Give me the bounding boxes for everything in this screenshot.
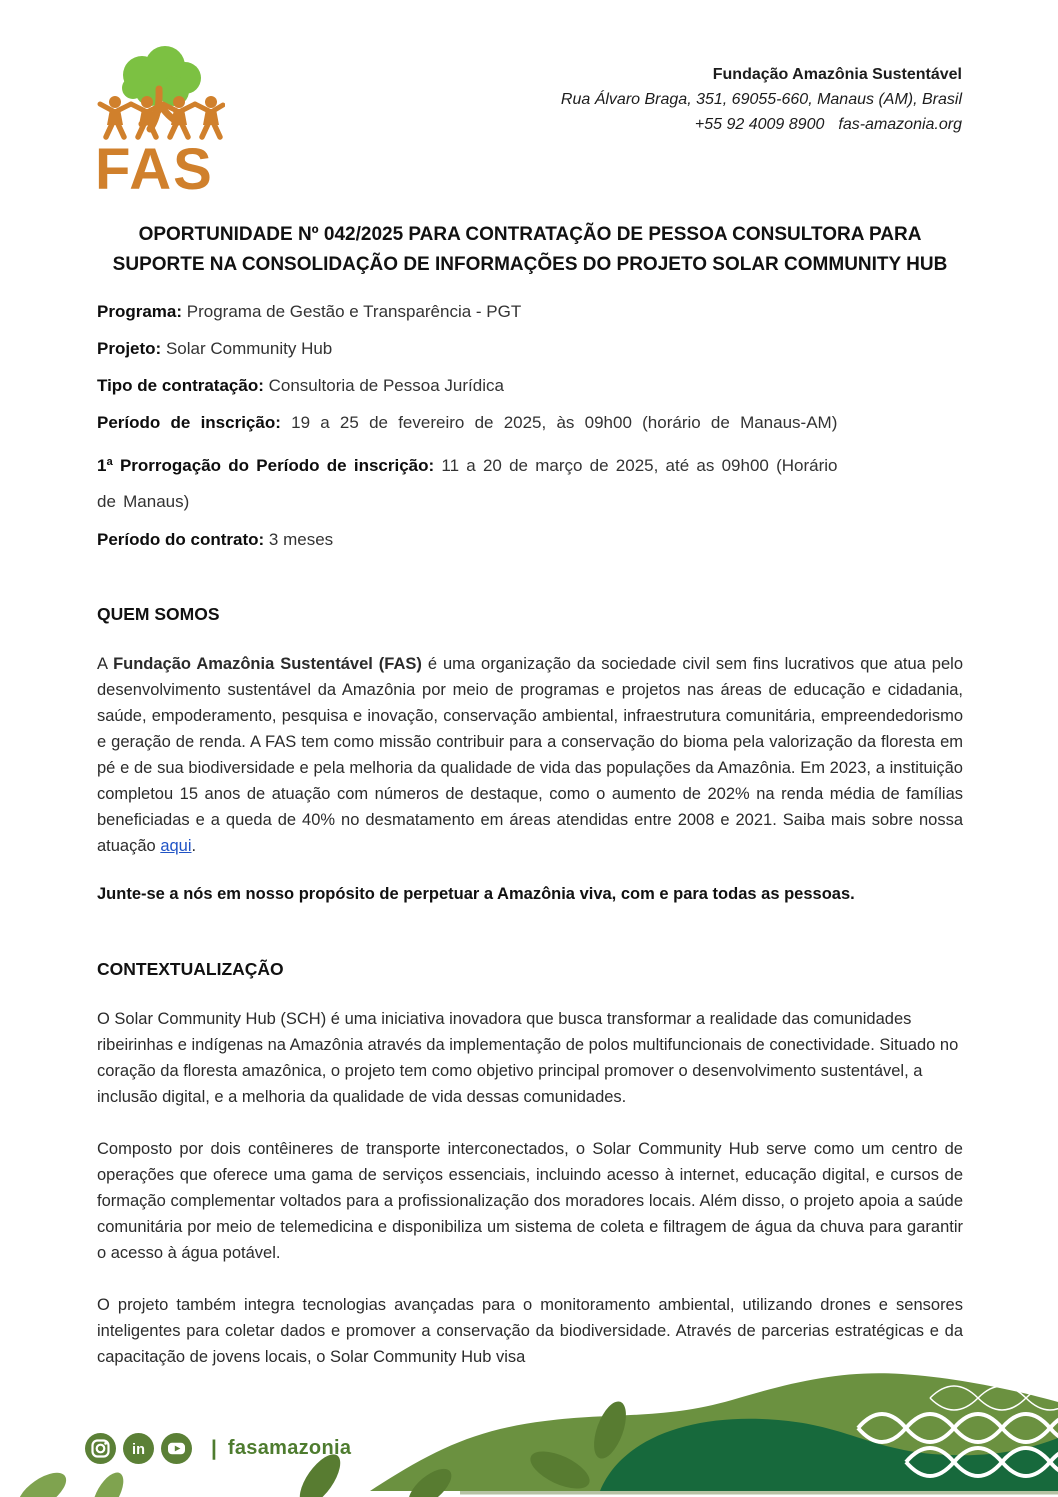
- field-periodo-inscricao: [97, 411, 963, 435]
- section-heading-quem-somos: QUEM SOMOS: [97, 604, 220, 624]
- paragraph-text: A: [97, 655, 114, 673]
- field-value: 19 a 25 de fevereiro de 2025, às 09h00 (horário de Manaus-AM): [291, 413, 838, 432]
- logo-wordmark: FAS: [95, 137, 214, 195]
- social-links-row: [85, 1433, 351, 1464]
- youtube-icon[interactable]: [161, 1433, 192, 1464]
- context-paragraph-3: O projeto também integra tecnologias avançadas para o monitoramento ambiental, utilizando drones e sensores inteligentes para coletar dados e promover a conservação da biodiversidade. Através de parcerias estratégicas e da capacitação de jovens locais, o Solar Community Hub visa: [97, 1296, 963, 1366]
- org-name-inline: Fundação Amazônia Sustentável (FAS): [113, 655, 422, 673]
- org-website: fas-amazonia.org: [838, 116, 962, 133]
- contact-block: [561, 62, 962, 137]
- context-paragraph-1: O Solar Community Hub (SCH) é uma iniciativa inovadora que busca transformar a realidade das comunidades ribeirinhas e indígenas na Amazônia através da implementação de polos multifuncionais de conectividade. Situado no coração da floresta amazônica, o projeto tem como objetivo principal promover o desenvolvimento sustentável, a inclusão digital, e a melhoria da qualidade de vida dessas comunidades.: [97, 1010, 959, 1106]
- fields-list: [97, 300, 963, 552]
- linkedin-icon[interactable]: [123, 1433, 154, 1464]
- field-value: Solar Community Hub: [165, 339, 333, 358]
- aqui-link[interactable]: aqui: [160, 837, 192, 855]
- context-paragraph-2: Composto por dois contêineres de transporte interconectados, o Solar Community Hub serve como um centro de operações que oferece uma gama de serviços essenciais, incluindo acesso à internet, educação digital, e cursos de formação complementar voltados para a profissionalização dos moradores locais. Além disso, o projeto apoia a saúde comunitária por meio de telemedicina e disponibiliza um sistema de coleta e filtragem de água da chuva para garantir o acesso à água potável.: [97, 1140, 963, 1262]
- org-phone-site: [561, 112, 962, 137]
- field-periodo-contrato: [97, 528, 963, 552]
- field-value: Consultoria de Pessoa Jurídica: [268, 376, 504, 395]
- social-handle[interactable]: fasamazonia: [227, 1437, 352, 1459]
- org-name: Fundação Amazônia Sustentável: [712, 66, 962, 83]
- field-value: 3 meses: [268, 530, 334, 549]
- paragraph-text: é uma organização da sociedade civil sem fins lucrativos que atua pelo desenvolvimento sustentável da Amazônia por meio de programas e projetos nas áreas de educação e cidadania, saúde, empoderamento, pesquisa e inovação, conservação ambiental, infraestrutura comunitária, empreendedorismo e geração de renda. A FAS tem como missão contribuir para a conservação do bioma pela valorização da floresta em pé e de sua biodiversidade e pela melhoria da qualidade de vida das populações da Amazônia. Em 2023, a instituição completou 15 anos de atuação com números de destaque, como o aumento de 202% na renda média de famílias beneficiadas e a queda de 40% no desmatamento em áreas atendidas entre 2008 e 2021. Saiba mais sobre nossa atuação: [97, 655, 963, 855]
- opportunity-title: OPORTUNIDADE Nº 042/2025 PARA CONTRATAÇÃO DE PESSOA CONSULTORA PARA SUPORTE NA CONSOLIDAÇÃO DE INFORMAÇÕES DO PROJETO SOLAR COMMUNITY HUB: [112, 224, 948, 275]
- leaf-icon: [12, 1465, 130, 1497]
- field-programa: [97, 300, 963, 324]
- field-label: Tipo de contratação:: [97, 376, 264, 395]
- quem-somos-paragraph: [97, 651, 963, 859]
- people-icon: [100, 96, 223, 137]
- fas-logo: [95, 45, 225, 195]
- field-label: Período do contrato:: [97, 530, 265, 549]
- field-value-line1: 11 a 20 de março de 2025, até as 09h00 (Horário: [441, 456, 838, 475]
- field-prorrogacao: [97, 448, 963, 520]
- page-edge-strip: [460, 1491, 1058, 1495]
- field-label: 1ª Prorrogação do Período de inscrição:: [97, 456, 435, 475]
- section-heading-contextualizacao: CONTEXTUALIZAÇÃO: [97, 959, 284, 979]
- svg-text:in: in: [132, 1442, 145, 1458]
- field-value-line2: de Manaus): [97, 492, 190, 511]
- field-label: Período de inscrição:: [97, 413, 281, 432]
- field-label: Programa:: [97, 302, 183, 321]
- field-tipo-contratacao: [97, 374, 963, 398]
- instagram-icon[interactable]: [85, 1433, 116, 1464]
- document-body: [97, 220, 963, 1370]
- cta-line: Junte-se a nós em nosso propósito de perpetuar a Amazônia viva, com e para todas as pessoas.: [97, 885, 855, 903]
- field-label: Projeto:: [97, 339, 162, 358]
- field-value: Programa de Gestão e Transparência - PGT: [186, 302, 522, 321]
- org-phone: +55 92 4009 8900: [694, 116, 825, 133]
- org-address: Rua Álvaro Braga, 351, 69055-660, Manaus (AM), Brasil: [560, 91, 962, 108]
- paragraph-text: .: [191, 837, 197, 855]
- separator: |: [211, 1436, 217, 1460]
- field-projeto: [97, 337, 963, 361]
